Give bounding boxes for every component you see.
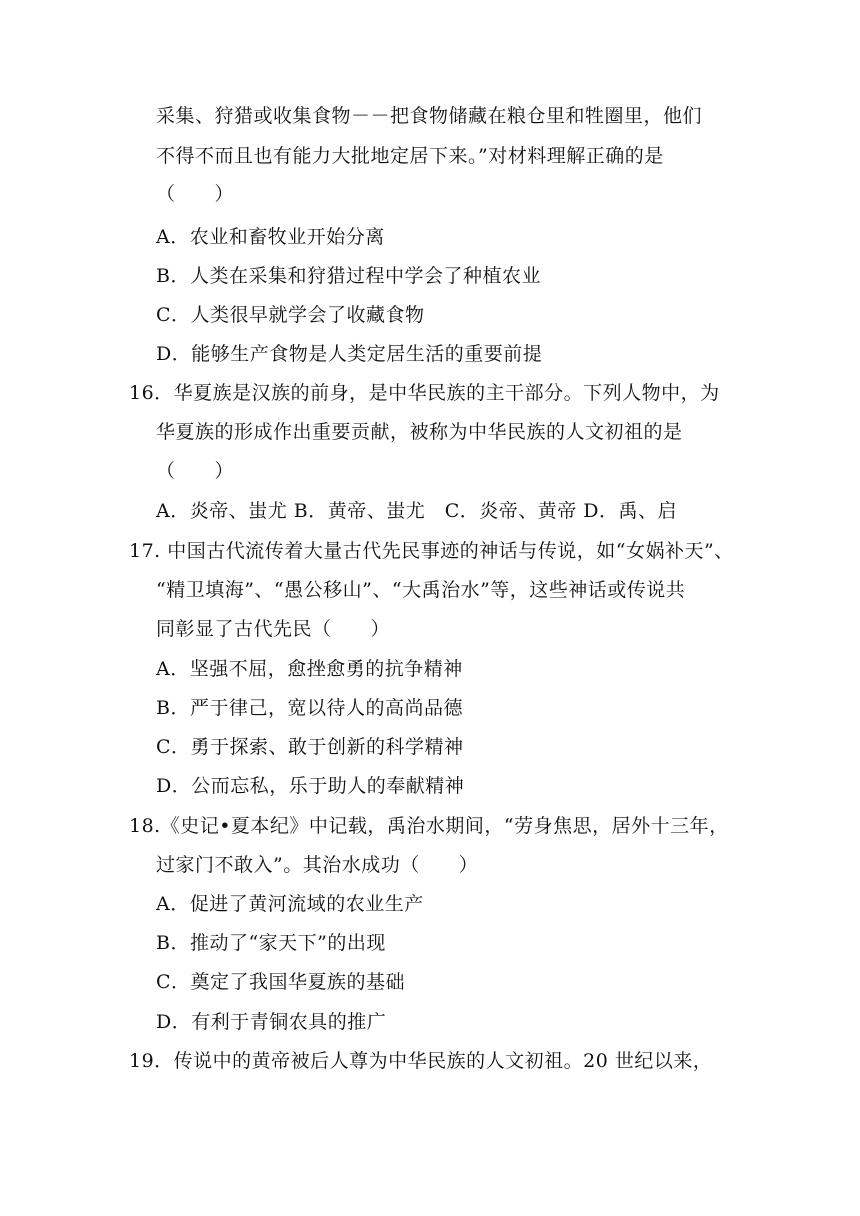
passage-line-2: 不得不而且也有能力大批地定居下来。”对材料理解正确的是 [156, 145, 664, 167]
q17-option-b: B．严于律己，宽以待人的高尚品德 [156, 697, 463, 719]
q15-option-c: C．人类很早就学会了收藏食物 [156, 304, 425, 326]
question-16-line-1: 16．华夏族是汉族的前身，是中华民族的主干部分。下列人物中，为 [129, 382, 720, 404]
q18-option-a: A．促进了黄河流域的农业生产 [156, 893, 424, 915]
q18-option-b: B．推动了“家天下”的出现 [156, 932, 386, 954]
question-16-line-2: 华夏族的形成作出重要贡献，被称为中华民族的人文初祖的是 [156, 421, 683, 443]
question-17-line-3: 同彰显了古代先民（ ） [156, 618, 391, 640]
q16-options: A．炎帝、蚩尤 B．黄帝、蚩尤 C．炎帝、黄帝 D．禹、启 [156, 500, 678, 522]
answer-bracket-16: （ ） [156, 460, 235, 482]
q17-option-a: A．坚强不屈，愈挫愈勇的抗争精神 [156, 658, 463, 680]
q15-option-b: B．人类在采集和狩猎过程中学会了种植农业 [156, 265, 541, 287]
q17-option-d: D．公而忘私，乐于助人的奉献精神 [156, 775, 465, 797]
q15-option-a: A．农业和畜牧业开始分离 [156, 226, 385, 248]
question-17-line-1: 17. 中国古代流传着大量古代先民事迹的神话与传说，如“女娲补天”、 [129, 540, 734, 562]
q15-option-d: D．能够生产食物是人类定居生活的重要前提 [156, 343, 543, 365]
answer-bracket-15: （ ） [156, 183, 235, 205]
q17-option-c: C．勇于探索、敢于创新的科学精神 [156, 736, 464, 758]
q18-option-c: C．奠定了我国华夏族的基础 [156, 971, 406, 993]
question-18-line-1: 18.《史记•夏本纪》中记载，禹治水期间，“劳身焦思，居外十三年， [129, 815, 729, 837]
q18-option-d: D．有利于青铜农具的推广 [156, 1011, 387, 1033]
question-18-line-2: 过家门不敢入”。其治水成功（ ） [156, 854, 479, 876]
question-17-line-2: “精卫填海”、“愚公移山”、“大禹治水”等，这些神话或传说共 [156, 579, 686, 601]
question-19-line-1: 19．传说中的黄帝被后人尊为中华民族的人文初祖。20 世纪以来， [129, 1050, 713, 1072]
passage-line-1: 采集、狩猎或收集食物－－把食物储藏在粮仓里和牲圈里，他们 [156, 105, 703, 127]
